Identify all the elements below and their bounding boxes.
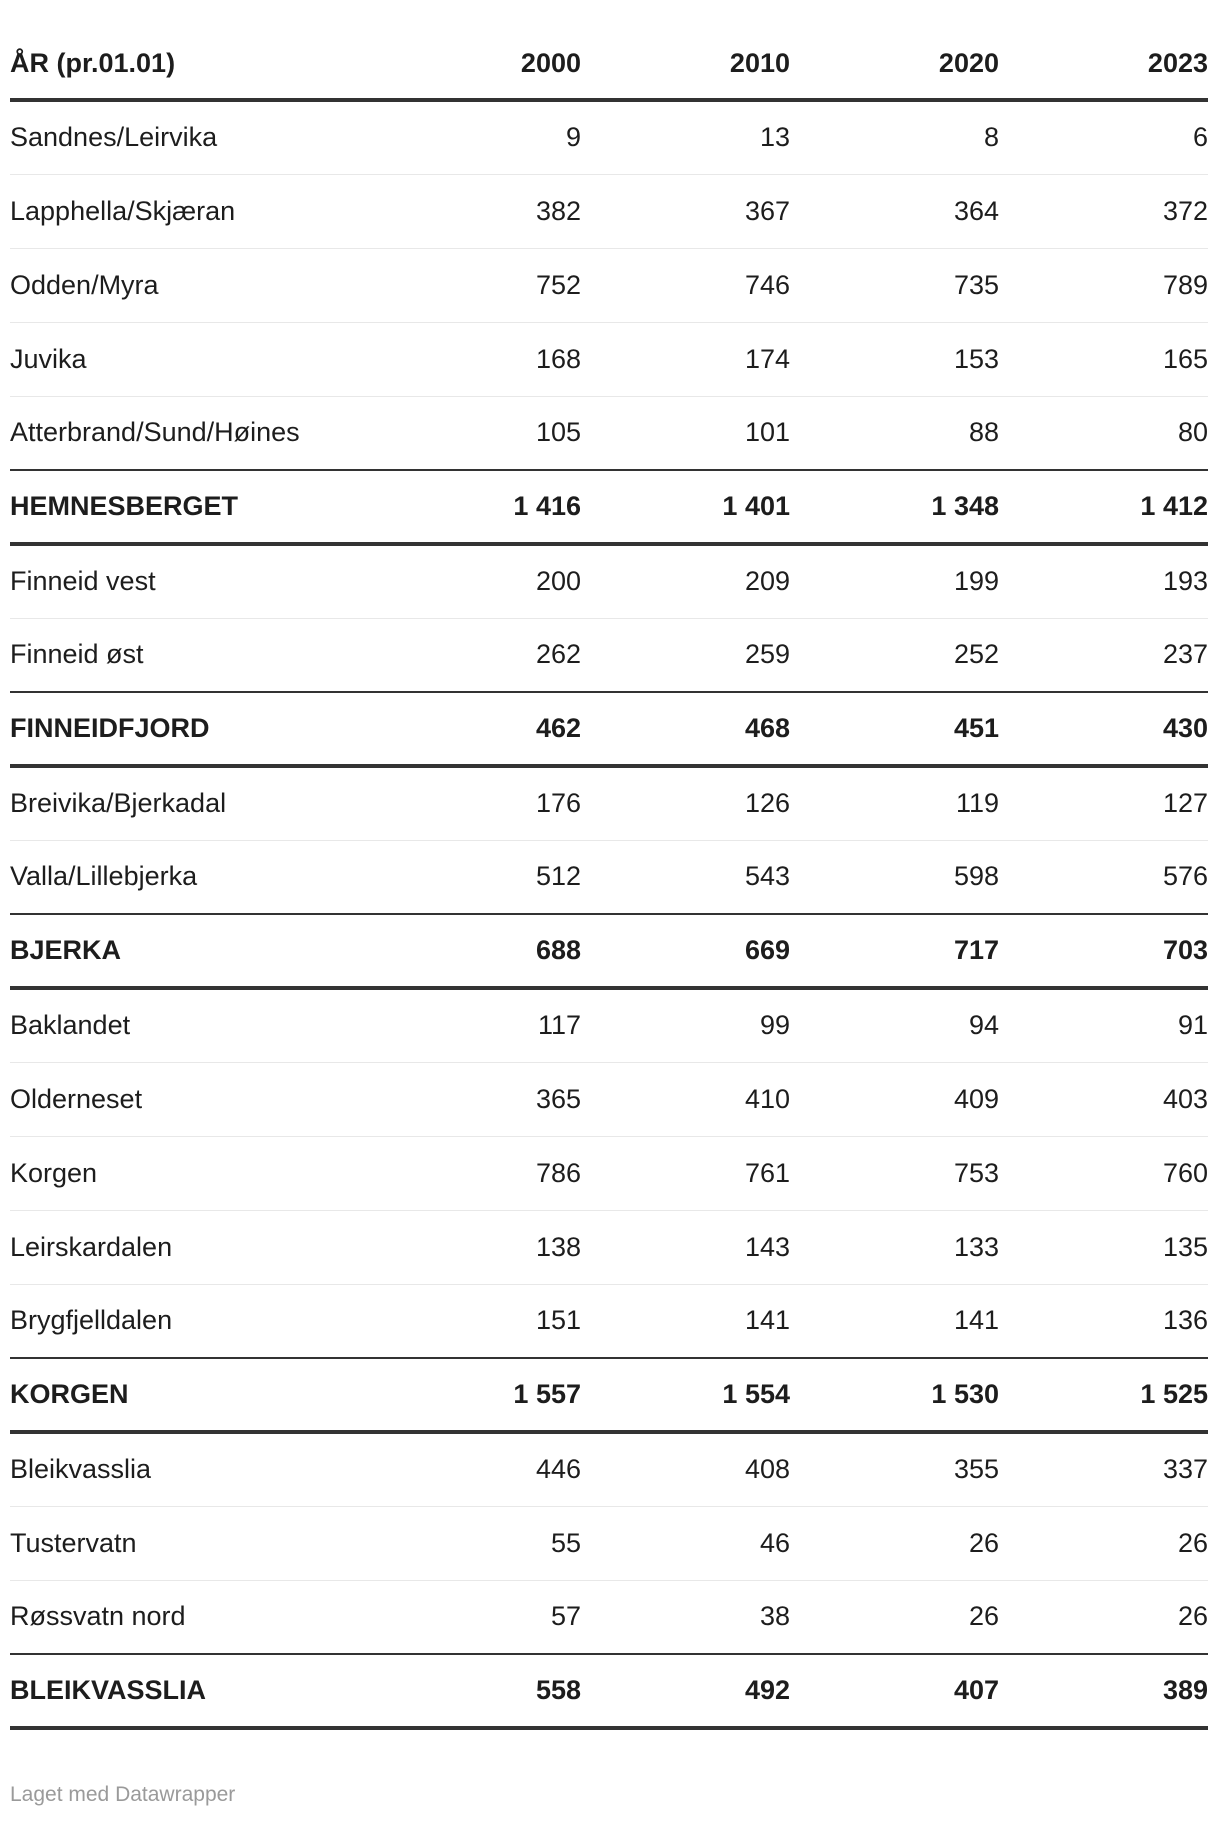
row-label: Valla/Lillebjerka xyxy=(10,840,372,914)
row-label: Odden/Myra xyxy=(10,248,372,322)
cell-value: 409 xyxy=(790,1062,999,1136)
cell-value: 372 xyxy=(999,174,1208,248)
cell-value: 94 xyxy=(790,988,999,1062)
cell-value: 252 xyxy=(790,618,999,692)
row-label: BJERKA xyxy=(10,914,372,988)
cell-value: 576 xyxy=(999,840,1208,914)
row-label: HEMNESBERGET xyxy=(10,470,372,544)
cell-value: 119 xyxy=(790,766,999,840)
cell-value: 703 xyxy=(999,914,1208,988)
cell-value: 1 401 xyxy=(581,470,790,544)
cell-value: 492 xyxy=(581,1654,790,1728)
row-label: Baklandet xyxy=(10,988,372,1062)
cell-value: 558 xyxy=(372,1654,581,1728)
cell-value: 127 xyxy=(999,766,1208,840)
cell-value: 446 xyxy=(372,1432,581,1506)
table-row xyxy=(10,766,1208,840)
row-label: Korgen xyxy=(10,1136,372,1210)
cell-value: 46 xyxy=(581,1506,790,1580)
cell-value: 337 xyxy=(999,1432,1208,1506)
column-header-2010: 2010 xyxy=(581,28,790,100)
table-row xyxy=(10,840,1208,914)
cell-value: 1 557 xyxy=(372,1358,581,1432)
table-body xyxy=(10,100,1208,1728)
cell-value: 200 xyxy=(372,544,581,618)
cell-value: 259 xyxy=(581,618,790,692)
table-row xyxy=(10,248,1208,322)
cell-value: 26 xyxy=(999,1580,1208,1654)
cell-value: 199 xyxy=(790,544,999,618)
population-table xyxy=(10,28,1208,1730)
cell-value: 364 xyxy=(790,174,999,248)
table-row-total xyxy=(10,914,1208,988)
cell-value: 209 xyxy=(581,544,790,618)
cell-value: 138 xyxy=(372,1210,581,1284)
table-row xyxy=(10,396,1208,470)
table-row xyxy=(10,1210,1208,1284)
row-label: BLEIKVASSLIA xyxy=(10,1654,372,1728)
cell-value: 746 xyxy=(581,248,790,322)
cell-value: 365 xyxy=(372,1062,581,1136)
cell-value: 26 xyxy=(790,1506,999,1580)
row-label: Brygfjelldalen xyxy=(10,1284,372,1358)
cell-value: 389 xyxy=(999,1654,1208,1728)
column-header-year: ÅR (pr.01.01) xyxy=(10,28,372,100)
table-row xyxy=(10,1284,1208,1358)
table-row xyxy=(10,100,1208,174)
cell-value: 141 xyxy=(790,1284,999,1358)
table-row-total xyxy=(10,1654,1208,1728)
cell-value: 753 xyxy=(790,1136,999,1210)
row-label: Røssvatn nord xyxy=(10,1580,372,1654)
cell-value: 735 xyxy=(790,248,999,322)
cell-value: 105 xyxy=(372,396,581,470)
cell-value: 99 xyxy=(581,988,790,1062)
cell-value: 26 xyxy=(999,1506,1208,1580)
cell-value: 193 xyxy=(999,544,1208,618)
cell-value: 237 xyxy=(999,618,1208,692)
datawrapper-credit: Laget med Datawrapper xyxy=(10,1783,236,1806)
table-row-total xyxy=(10,692,1208,766)
cell-value: 88 xyxy=(790,396,999,470)
cell-value: 786 xyxy=(372,1136,581,1210)
cell-value: 789 xyxy=(999,248,1208,322)
cell-value: 1 554 xyxy=(581,1358,790,1432)
table-row xyxy=(10,618,1208,692)
cell-value: 403 xyxy=(999,1062,1208,1136)
cell-value: 55 xyxy=(372,1506,581,1580)
row-label: Leirskardalen xyxy=(10,1210,372,1284)
row-label: Sandnes/Leirvika xyxy=(10,100,372,174)
cell-value: 141 xyxy=(581,1284,790,1358)
cell-value: 1 525 xyxy=(999,1358,1208,1432)
table-row xyxy=(10,1580,1208,1654)
cell-value: 262 xyxy=(372,618,581,692)
table-row-total xyxy=(10,1358,1208,1432)
cell-value: 13 xyxy=(581,100,790,174)
table-row xyxy=(10,174,1208,248)
cell-value: 176 xyxy=(372,766,581,840)
header-row xyxy=(10,28,1208,100)
cell-value: 151 xyxy=(372,1284,581,1358)
column-header-2020: 2020 xyxy=(790,28,999,100)
cell-value: 101 xyxy=(581,396,790,470)
cell-value: 8 xyxy=(790,100,999,174)
cell-value: 153 xyxy=(790,322,999,396)
cell-value: 410 xyxy=(581,1062,790,1136)
cell-value: 512 xyxy=(372,840,581,914)
cell-value: 133 xyxy=(790,1210,999,1284)
cell-value: 174 xyxy=(581,322,790,396)
cell-value: 598 xyxy=(790,840,999,914)
cell-value: 451 xyxy=(790,692,999,766)
cell-value: 80 xyxy=(999,396,1208,470)
cell-value: 717 xyxy=(790,914,999,988)
cell-value: 1 530 xyxy=(790,1358,999,1432)
row-label: Tustervatn xyxy=(10,1506,372,1580)
cell-value: 1 416 xyxy=(372,470,581,544)
cell-value: 117 xyxy=(372,988,581,1062)
column-header-2000: 2000 xyxy=(372,28,581,100)
cell-value: 57 xyxy=(372,1580,581,1654)
row-label: Finneid vest xyxy=(10,544,372,618)
row-label: Juvika xyxy=(10,322,372,396)
row-label: Olderneset xyxy=(10,1062,372,1136)
cell-value: 462 xyxy=(372,692,581,766)
cell-value: 543 xyxy=(581,840,790,914)
table-row xyxy=(10,544,1208,618)
cell-value: 468 xyxy=(581,692,790,766)
cell-value: 143 xyxy=(581,1210,790,1284)
cell-value: 38 xyxy=(581,1580,790,1654)
row-label: FINNEIDFJORD xyxy=(10,692,372,766)
cell-value: 669 xyxy=(581,914,790,988)
row-label: Bleikvasslia xyxy=(10,1432,372,1506)
table-row xyxy=(10,1506,1208,1580)
cell-value: 136 xyxy=(999,1284,1208,1358)
cell-value: 407 xyxy=(790,1654,999,1728)
row-label: Finneid øst xyxy=(10,618,372,692)
row-label: KORGEN xyxy=(10,1358,372,1432)
cell-value: 26 xyxy=(790,1580,999,1654)
cell-value: 382 xyxy=(372,174,581,248)
cell-value: 761 xyxy=(581,1136,790,1210)
row-label: Breivika/Bjerkadal xyxy=(10,766,372,840)
cell-value: 126 xyxy=(581,766,790,840)
table-row xyxy=(10,1432,1208,1506)
cell-value: 752 xyxy=(372,248,581,322)
column-header-2023: 2023 xyxy=(999,28,1208,100)
table-row-total xyxy=(10,470,1208,544)
cell-value: 688 xyxy=(372,914,581,988)
table-row xyxy=(10,322,1208,396)
cell-value: 9 xyxy=(372,100,581,174)
table-row xyxy=(10,988,1208,1062)
cell-value: 367 xyxy=(581,174,790,248)
cell-value: 355 xyxy=(790,1432,999,1506)
cell-value: 165 xyxy=(999,322,1208,396)
row-label: Atterbrand/Sund/Høines xyxy=(10,396,372,470)
cell-value: 408 xyxy=(581,1432,790,1506)
cell-value: 1 412 xyxy=(999,470,1208,544)
data-table-container xyxy=(10,28,1208,1730)
cell-value: 430 xyxy=(999,692,1208,766)
cell-value: 1 348 xyxy=(790,470,999,544)
cell-value: 760 xyxy=(999,1136,1208,1210)
row-label: Lapphella/Skjæran xyxy=(10,174,372,248)
table-row xyxy=(10,1136,1208,1210)
table-row xyxy=(10,1062,1208,1136)
cell-value: 135 xyxy=(999,1210,1208,1284)
cell-value: 6 xyxy=(999,100,1208,174)
cell-value: 91 xyxy=(999,988,1208,1062)
cell-value: 168 xyxy=(372,322,581,396)
